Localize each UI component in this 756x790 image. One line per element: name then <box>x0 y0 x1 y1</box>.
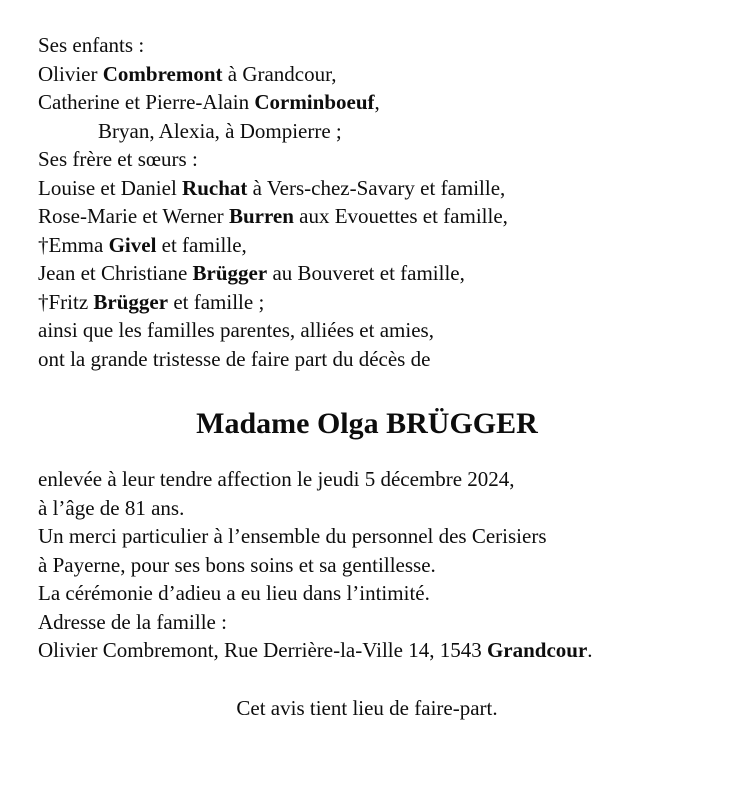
text-line <box>38 60 696 89</box>
text-line <box>38 231 696 260</box>
text-line <box>38 345 696 374</box>
text-line <box>38 145 696 174</box>
text-segment: Un merci particulier à l’ensemble du personnel des Cerisiers <box>38 524 547 548</box>
text-segment: à Vers-chez-Savary et famille, <box>247 175 506 200</box>
text-segment: enlevée à leur tendre affection le jeudi 5 décembre 2024, <box>38 467 515 491</box>
emphasized-name: Corminboeuf <box>254 90 375 114</box>
text-line <box>38 259 696 288</box>
text-segment: et famille ; <box>168 289 265 314</box>
emphasized-name: Brügger <box>93 289 169 314</box>
deceased-name-title: Madame Olga BRÜGGER <box>196 407 538 440</box>
text-segment: , <box>374 90 380 114</box>
emphasized-name: Brügger <box>192 261 268 285</box>
details-section <box>38 465 696 665</box>
emphasized-name: Ruchat <box>182 175 248 200</box>
text-segment: Adresse de la famille : <box>38 609 227 634</box>
emphasized-name: Combremont <box>102 61 223 86</box>
text-segment: à Grandcour, <box>222 61 337 86</box>
emphasized-name: Grandcour <box>486 638 588 662</box>
text-line <box>38 288 696 317</box>
emphasized-name: Burren <box>228 204 294 228</box>
text-segment: au Bouveret et famille, <box>267 261 465 285</box>
text-segment: ont la grande tristesse de faire part du décès de <box>38 346 431 371</box>
text-segment: La cérémonie d’adieu a eu lieu dans l’intimité. <box>38 581 430 605</box>
text-segment: Jean et Christiane <box>38 261 193 285</box>
text-line <box>38 579 696 608</box>
text-segment: Catherine et Pierre-Alain <box>38 90 255 114</box>
text-line <box>38 494 696 523</box>
text-segment: †Fritz <box>38 289 94 314</box>
text-segment: Ses frère et sœurs : <box>38 147 198 171</box>
family-section <box>38 31 696 373</box>
text-segment: ainsi que les familles parentes, alliées et amies, <box>38 318 434 342</box>
text-segment: aux Evouettes et famille, <box>293 204 508 228</box>
text-segment: Ses enfants : <box>38 33 145 57</box>
text-segment: à l’âge de 81 ans. <box>38 495 185 520</box>
text-segment: . <box>587 638 593 662</box>
text-line <box>38 117 696 146</box>
text-segment: Olivier Combremont, Rue Derrière-la-Ville 14, 1543 <box>38 638 487 662</box>
text-segment: à Payerne, pour ses bons soins et sa gentillesse. <box>38 552 436 577</box>
text-segment: Rose-Marie et Werner <box>38 204 229 228</box>
text-line <box>38 316 696 345</box>
text-line <box>38 465 696 494</box>
text-segment: Louise et Daniel <box>38 175 183 200</box>
text-segment: Bryan, Alexia, à Dompierre ; <box>98 118 342 143</box>
text-line <box>38 551 696 580</box>
text-line <box>38 608 696 637</box>
closing-notice: Cet avis tient lieu de faire-part. <box>236 695 498 720</box>
text-line <box>38 202 696 231</box>
emphasized-name: Givel <box>108 232 157 257</box>
text-line <box>38 31 696 60</box>
text-line <box>38 174 696 203</box>
text-segment: et famille, <box>156 232 247 257</box>
text-line <box>38 522 696 551</box>
text-segment: †Emma <box>38 232 109 257</box>
text-line <box>38 636 696 665</box>
text-segment: Olivier <box>38 61 103 86</box>
text-line <box>38 88 696 117</box>
